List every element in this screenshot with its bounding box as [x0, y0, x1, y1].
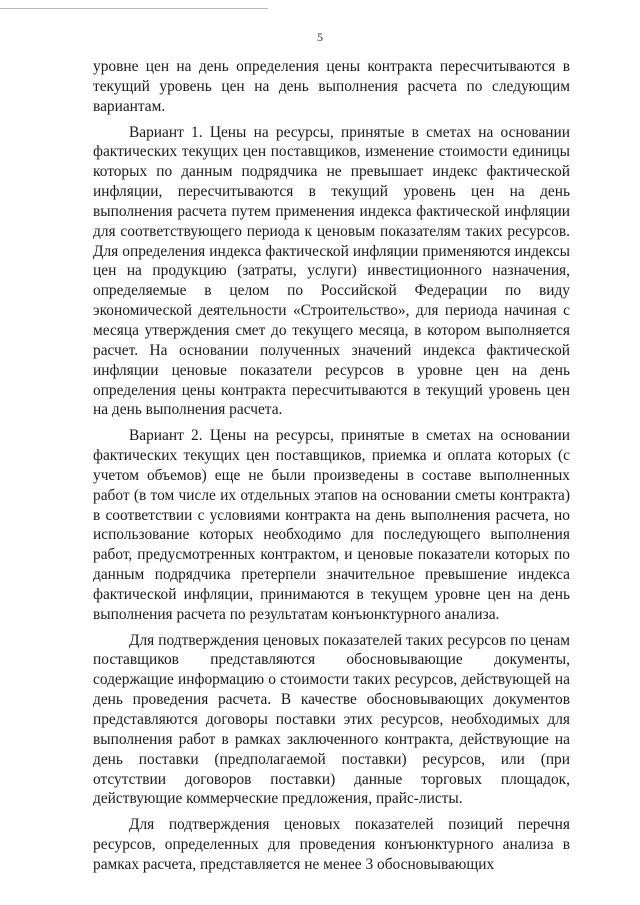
paragraph-market-analysis: Для подтверждения ценовых показателей позиций перечня ресурсов, определенных для проведения конъюнктурного анализа в рамках расчета, представляется не менее 3 обосновывающих: [93, 816, 570, 873]
page-number: 5: [317, 30, 323, 44]
paragraph-variant-1: Вариант 1. Цены на ресурсы, принятые в сметах на основании фактических текущих цен поставщиков, изменение стоимости единицы которых по данным подрядчика не превышает индекс фактической инфляции, пересчитываются в текущий уровень цен на день выполнения расчета путем применения индекса фактической инфляции для соответствующего периода к ценовым показателям таких ресурсов. Для определения индекса фактической инфляции применяются индексы цен на продукцию (затраты, услуги) инвестиционного назначения, определяемые в целом по Российской Федерации по виду экономической деятельности «Строительство», для периода начиная с месяца утверждения смет до текущего месяца, в котором выполняется расчет. На основании полученных значений индекса фактической инфляции ценовые показатели ресурсов в уровне цен на день определения цены контракта пересчитываются в текущий уровень цен на день выполнения расчета.: [93, 123, 570, 419]
document-body: [93, 57, 570, 881]
scan-edge-line: [0, 8, 268, 9]
paragraph-supporting-documents: Для подтверждения ценовых показателей таких ресурсов по ценам поставщиков представляются обосновывающие документы, содержащие информацию о стоимости таких ресурсов, действующей на день проведения расчета. В качестве обосновывающих документов представляются договоры поставки этих ресурсов, необходимых для выполнения работ в рамках заключенного контракта, действующие на день поставки (предполагаемой поставки) ресурсов, или (при отсутствии договоров поставки) данные торговых площадок, действующие коммерческие предложения, прайс-листы.: [93, 631, 570, 808]
paragraph-variant-2: Вариант 2. Цены на ресурсы, принятые в сметах на основании фактических текущих цен поставщиков, приемка и оплата которых (с учетом объемов) еще не были произведены в составе выполненных работ (в том числе их отдельных этапов на основании сметы контракта) в соответствии с условиями контракта на день выполнения расчета, но использование которых необходимо для последующего выполнения работ, предусмотренных контрактом, и ценовые показатели которых по данным подрядчика претерпели значительное превышение индекса фактической инфляции, принимаются в текущем уровне цен на день выполнения расчета по результатам конъюнктурного анализа.: [93, 427, 570, 623]
paragraph-continuation: уровне цен на день определения цены контракта пересчитываются в текущий уровень цен на день выполнения расчета по следующим вариантам.: [93, 58, 570, 115]
